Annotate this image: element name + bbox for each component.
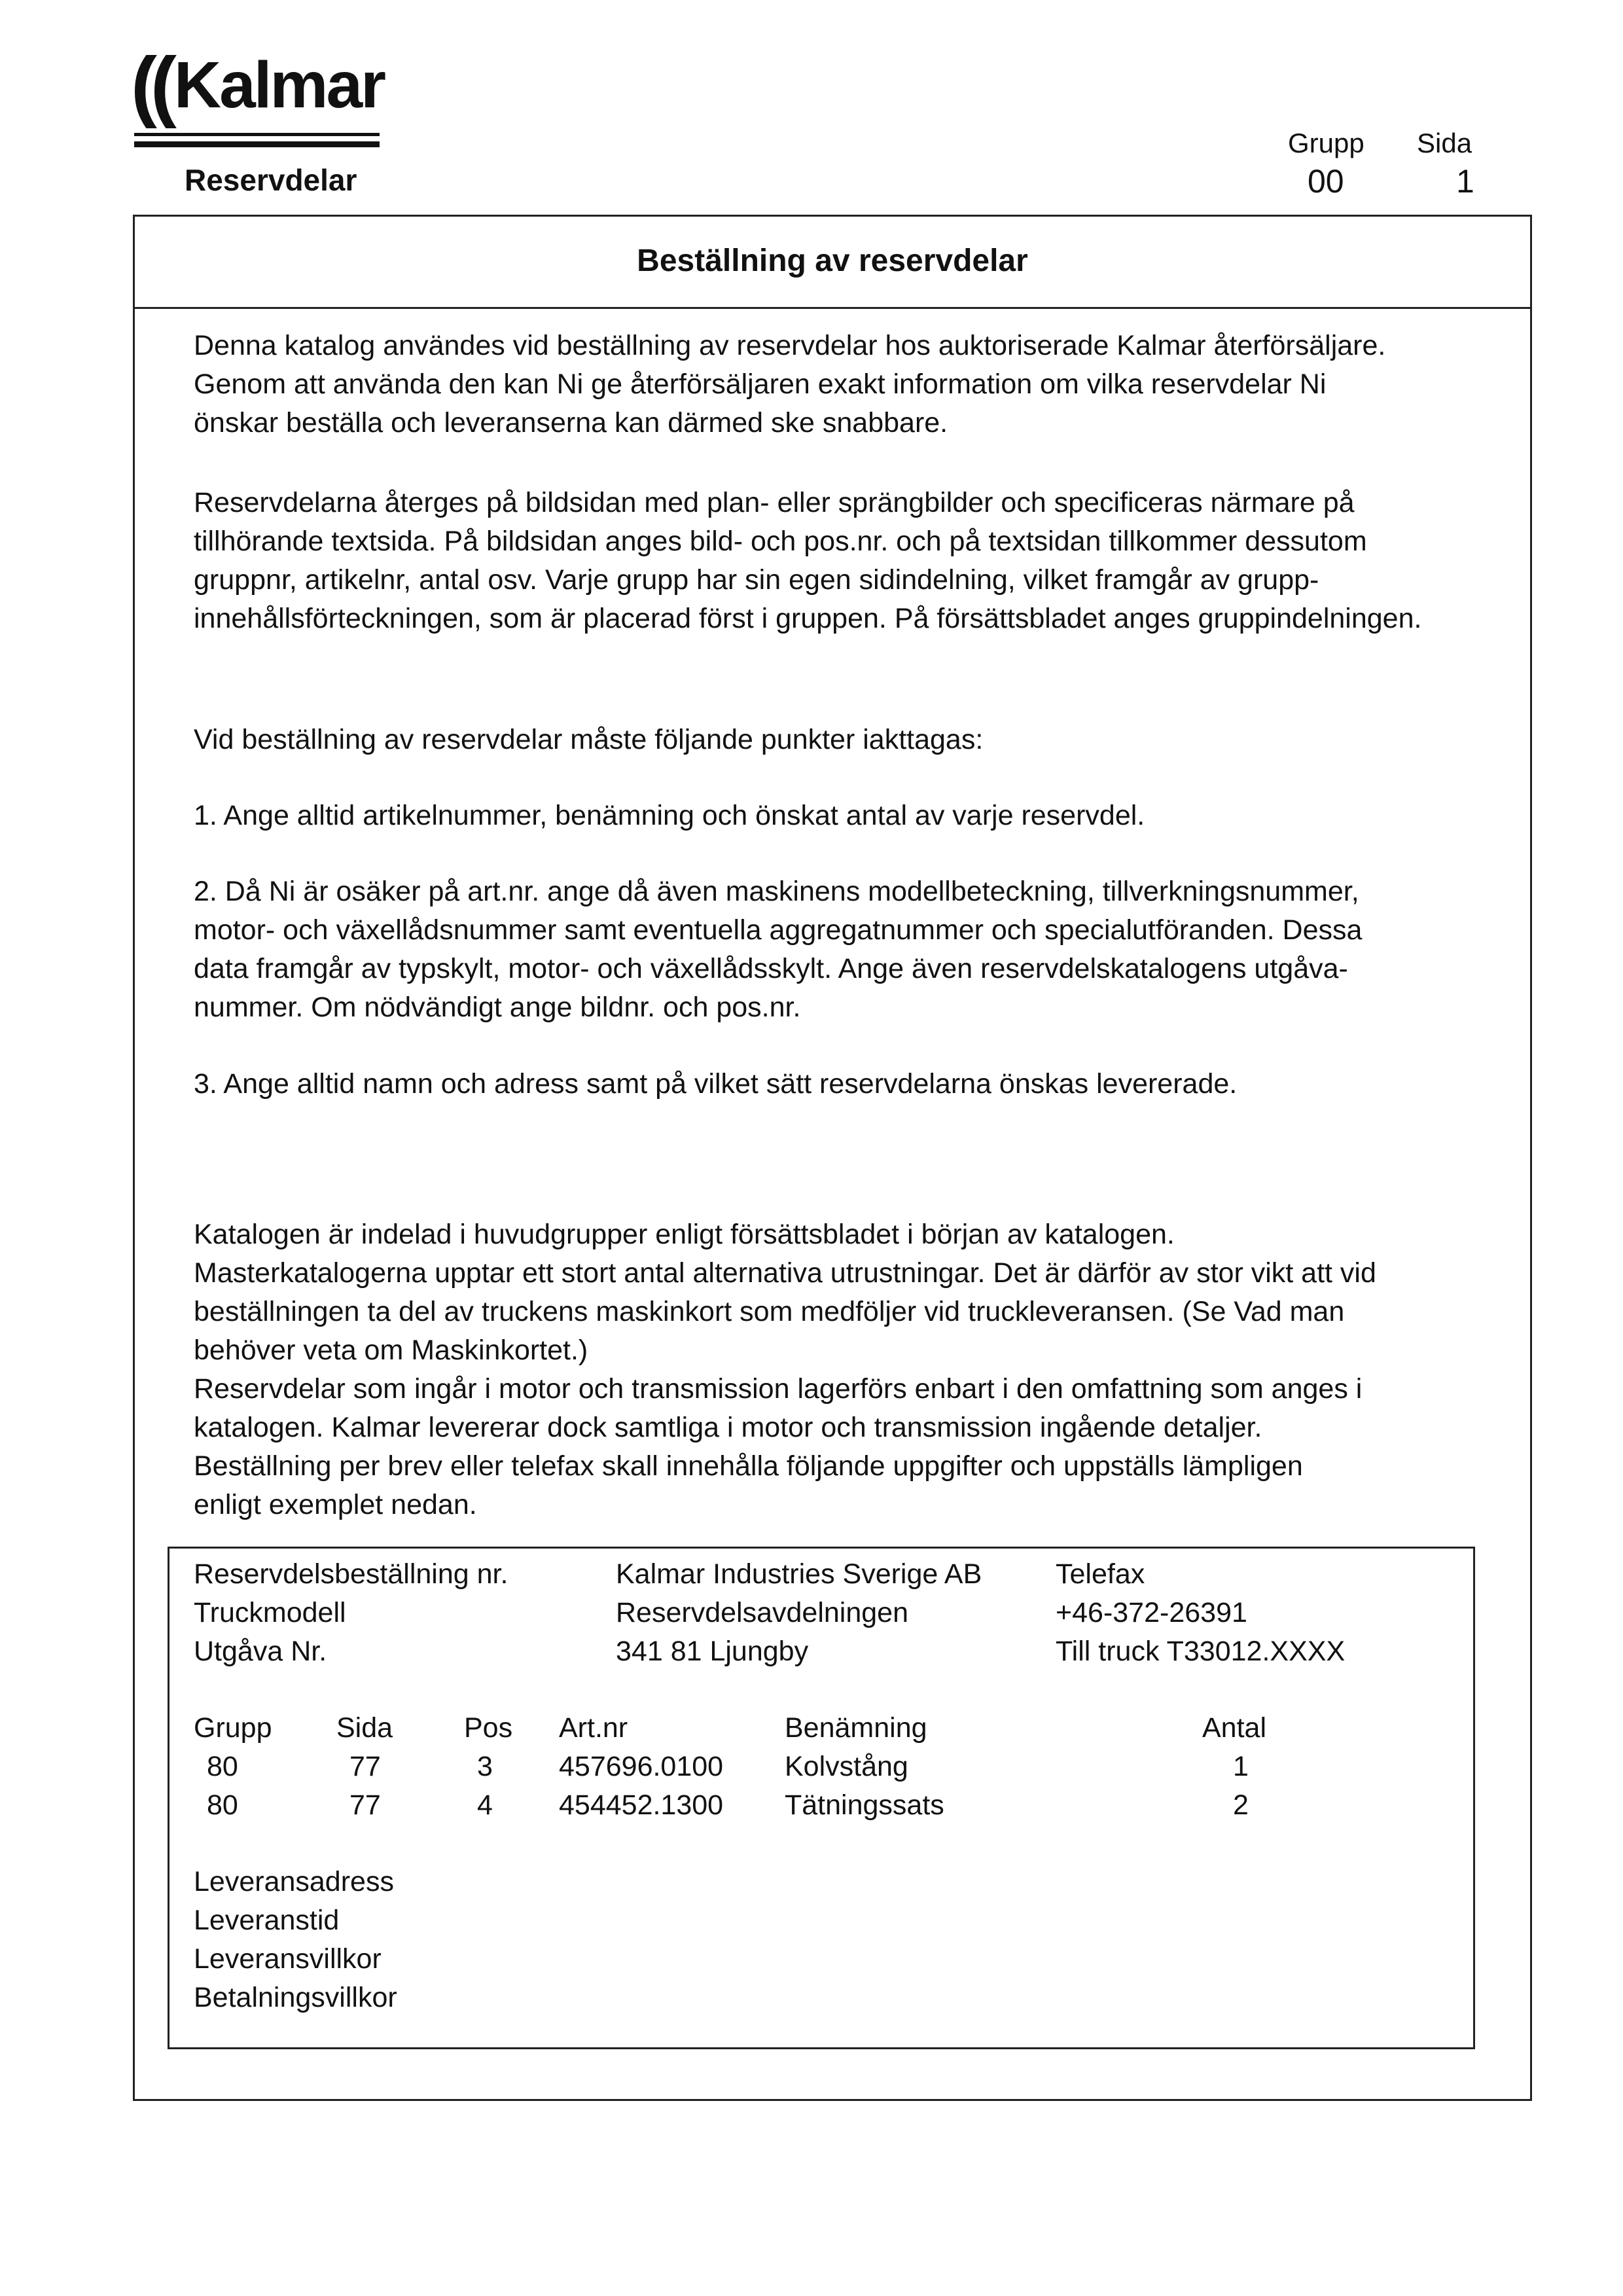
points-intro: [194, 721, 1509, 759]
row2-pos: 4: [477, 1789, 493, 1821]
fax-label: Telefax: [1056, 1558, 1145, 1590]
grupp-value: 00: [1308, 163, 1344, 200]
point-1-text: 1. Ange alltid artikelnummer, benämning och önskat antal av varje reservdel.: [194, 800, 1145, 831]
delivery-terms-label: Leveransvillkor: [194, 1943, 382, 1975]
payment-terms-label: Betalningsvillkor: [194, 1982, 397, 2013]
header-benamning: Benämning: [785, 1712, 927, 1744]
title-band: [135, 217, 1530, 309]
point-2-line: motor- och växellådsnummer samt eventuella aggregatnummer och specialutföranden. Dessa: [194, 914, 1363, 946]
order-number-label: Reservdelsbeställning nr.: [194, 1558, 508, 1590]
example-order-info: [194, 1555, 508, 1671]
row1-grupp: 80: [207, 1751, 238, 1782]
row2-artnr: 454452.1300: [559, 1789, 724, 1821]
point-3: [194, 1065, 1509, 1103]
recipient-department: Reservdelsavdelningen: [616, 1597, 909, 1628]
row1-artnr: 457696.0100: [559, 1751, 724, 1782]
points-intro-text: Vid beställning av reservdelar måste följande punkter iakttagas:: [194, 724, 984, 755]
para3-line: Katalogen är indelad i huvudgrupper enligt försättsbladet i början av katalogen.: [194, 1219, 1175, 1250]
example-recipient: [616, 1555, 982, 1671]
page-title: Beställning av reservdelar: [637, 243, 1028, 278]
para3-line: enligt exemplet nedan.: [194, 1489, 477, 1520]
header-grupp: Grupp: [194, 1712, 272, 1744]
para2-line: tillhörande textsida. På bildsidan anges bild- och pos.nr. och på textsidan tillkommer dessutom: [194, 526, 1367, 557]
para3-line: behöver veta om Maskinkortet.): [194, 1335, 588, 1366]
row1-antal: 1: [1233, 1751, 1249, 1782]
point-1: [194, 797, 1509, 835]
sida-value: 1: [1456, 163, 1474, 200]
row1-pos: 3: [477, 1751, 493, 1782]
recipient-address: 341 81 Ljungby: [616, 1636, 809, 1667]
header-pos: Pos: [464, 1712, 513, 1744]
delivery-time-label: Leveranstid: [194, 1905, 340, 1936]
row2-antal: 2: [1233, 1789, 1249, 1821]
point-2-line: nummer. Om nödvändigt ange bildnr. och pos.nr.: [194, 992, 801, 1023]
para3-line: katalogen. Kalmar levererar dock samtliga i motor och transmission ingående detaljer.: [194, 1412, 1262, 1443]
fax-reference: Till truck T33012.XXXX: [1056, 1636, 1346, 1667]
logo-rule-thick: [134, 141, 380, 147]
edition-label: Utgåva Nr.: [194, 1636, 327, 1667]
para2-line: innehållsförteckningen, som är placerad först i gruppen. På försättsbladet anges gruppindelningen.: [194, 603, 1422, 634]
para3-line: Masterkatalogerna upptar ett stort antal alternativa utrustningar. Det är därför av stor vikt att vid: [194, 1257, 1376, 1289]
point-3-text: 3. Ange alltid namn och adress samt på vilket sätt reservdelarna önskas levererade.: [194, 1068, 1238, 1100]
intro-paragraph: [194, 327, 1509, 442]
kalmar-logo-text: Kalmar: [173, 48, 384, 122]
intro-line: Denna katalog användes vid beställning av reservdelar hos auktoriserade Kalmar återförsäljare.: [194, 330, 1386, 361]
fax-number: +46-372-26391: [1056, 1597, 1247, 1628]
row1-sida: 77: [349, 1751, 381, 1782]
example-fax: [1056, 1555, 1345, 1671]
delivery-address-label: Leveransadress: [194, 1866, 394, 1897]
point-2-line: 2. Då Ni är osäker på art.nr. ange då även maskinens modellbeteckning, tillverkningsnummer,: [194, 876, 1359, 907]
grupp-label: Grupp: [1288, 128, 1364, 158]
intro-line: Genom att använda den kan Ni ge återförsäljaren exakt information om vilka reservdelar Ni: [194, 368, 1327, 400]
row1-benamning: Kolvstång: [785, 1751, 908, 1782]
image-pages-paragraph: [194, 484, 1509, 638]
header-antal: Antal: [1202, 1712, 1267, 1744]
kalmar-logo-mark: ((: [131, 41, 170, 129]
para2-line: Reservdelarna återges på bildsidan med plan- eller sprängbilder och specificeras närmare på: [194, 487, 1355, 518]
header-artnr: Art.nr: [559, 1712, 628, 1744]
truck-model-label: Truckmodell: [194, 1597, 346, 1628]
para3-line: beställningen ta del av truckens maskinkort som medföljer vid truckleveransen. (Se Vad man: [194, 1296, 1345, 1327]
recipient-company: Kalmar Industries Sverige AB: [616, 1558, 982, 1590]
catalog-paragraph: [194, 1215, 1509, 1524]
para2-line: gruppnr, artikelnr, antal osv. Varje grupp har sin egen sidindelning, vilket framgår av grupp-: [194, 564, 1319, 596]
para3-line: Reservdelar som ingår i motor och transmission lagerförs enbart i den omfattning som anges i: [194, 1373, 1363, 1405]
row2-benamning: Tätningssats: [785, 1789, 944, 1821]
sida-label: Sida: [1417, 128, 1472, 158]
header-sida: Sida: [336, 1712, 393, 1744]
row2-sida: 77: [349, 1789, 381, 1821]
section-title: Reservdelar: [185, 163, 357, 197]
point-2: [194, 872, 1509, 1027]
point-2-line: data framgår av typskylt, motor- och växellådsskylt. Ange även reservdelskatalogens utgåva-: [194, 953, 1348, 984]
para3-line: Beställning per brev eller telefax skall innehålla följande uppgifter och uppställs lämpligen: [194, 1450, 1303, 1482]
intro-line: önskar beställa och leveranserna kan därmed ske snabbare.: [194, 407, 948, 439]
example-order-box: [168, 1547, 1475, 2049]
logo-rule-thin: [134, 133, 380, 136]
content-frame: [133, 215, 1532, 2101]
row2-grupp: 80: [207, 1789, 238, 1821]
example-delivery-terms: [194, 1863, 397, 2017]
kalmar-logo: [131, 41, 384, 129]
